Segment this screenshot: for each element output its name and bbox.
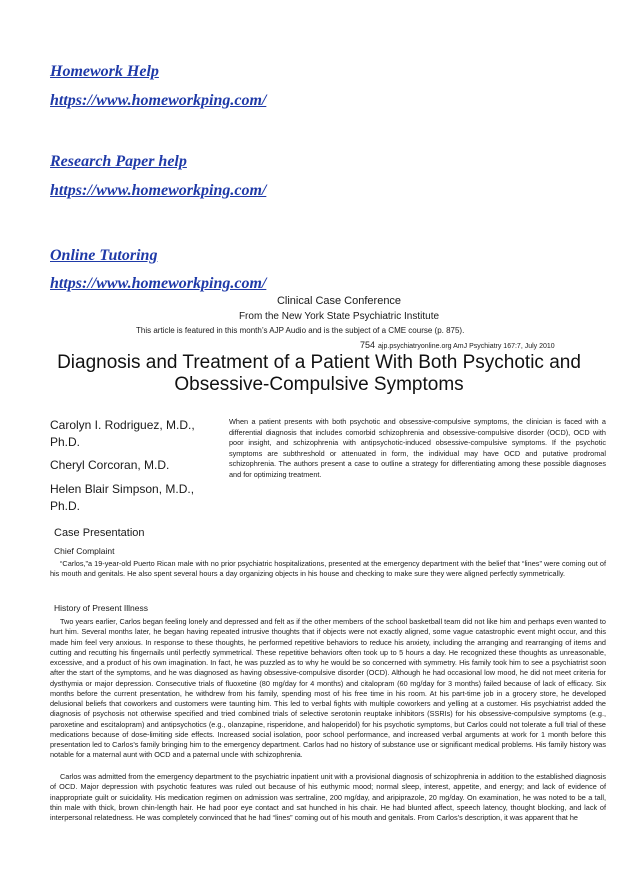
history-paragraph: Two years earlier, Carlos began feeling lonely and depressed and felt as if the other members of the school basketball team did not like him and perhaps even wanted to hurt him. Several months later, he began having repeated intrusive thoughts that if objects were not exactly aligned, some vague catastrophic event might occur, and this made him feel very anxious. In response to these thoughts, he performed repetitive behaviors to reduce his anxiety, including the arranging and rearranging of items and cutting and recutting his fingernails until perfectly symmetrical. These repetitive behaviors often took up to 5 hours a day. He recognized these thoughts as unreasonable, excessive, and a product of his own imagination. In fact, he was puzzled as to why he would be so concerned with symmetry. His family took him to see a psychiatrist soon after the start of the symptoms, and he was diagnosed as having obsessive-compulsive disorder (OCD). Although he had occasional low mood, he did not meet criteria for dysthymia or major depression. Consecutive trials of fluoxetine (80 mg/day for 4 months) and citalopram (60 mg/day for 3 months) failed because of lack of efficacy. Six months before the current presentation, he withdrew from his family, spending most of his free time in his room. At his part-time job in a grocery store, he developed delusional beliefs that coworkers and customers were taunting him. This led to verbal fights with multiple coworkers and yelling at a customer. His psychiatrist added the diagnosis of psychosis not otherwise specified and tried combined trials of selective serotonin reuptake inhibitors (SSRIs) for his obsessive-compulsive symptoms (e.g., paroxetine and escitalopram) and antipsychotics (e.g., olanzapine, risperidone, and haloperidol) for his psychotic symptoms, but Carlos could not tolerate a full trial of these medications because of dose-limiting side effects. Increased social isolation, poor school performance, and increased verbal arguments at work for 1 month before this presentation led to Carlos’s family bringing him to the emergency department. Carlos had no history of substance use or significant medical problems. His family history was notable for a maternal aunt with OCD and a paternal uncle with schizophrenia. bbox=[50, 617, 606, 760]
case-presentation-heading: Case Presentation bbox=[54, 527, 145, 539]
institute-line: From the New York State Psychiatric Institute bbox=[238, 311, 440, 322]
conference-heading: Clinical Case Conference bbox=[276, 295, 402, 307]
author-3: Helen Blair Simpson, M.D., Ph.D. bbox=[50, 482, 195, 513]
online-tutoring-url-link[interactable]: https://www.homeworkping.com/ bbox=[50, 275, 267, 292]
online-tutoring-link[interactable]: Online Tutoring bbox=[50, 247, 158, 264]
page-number: 754 bbox=[360, 340, 376, 350]
audio-note: This article is featured in this month’s AJP Audio and is the subject of a CME course (p. 875). bbox=[136, 326, 465, 335]
chief-complaint-heading: Chief Complaint bbox=[54, 546, 115, 556]
homework-help-link[interactable]: Homework Help bbox=[50, 63, 159, 80]
article-title: Diagnosis and Treatment of a Patient With Both Psychotic and Obsessive-Compulsive Symptoms bbox=[57, 352, 581, 395]
citation-line bbox=[360, 340, 555, 350]
abstract: When a patient presents with both psychotic and obsessive-compulsive symptoms, the clinician is faced with a differential diagnosis that includes comorbid schizophrenia and obsessive-compulsive disorder (OCD), OCD with poor insight, and schizophrenia with antipsychotic-induced obsessive-compulsive symptoms. If the psychotic symptoms are subthreshold or attenuated in form, the individual may have OCD and putative prodromal schizophrenia. The authors present a case to outline a strategy for differentiating among these possible diagnoses and for optimizing treatment. bbox=[229, 417, 606, 479]
homework-help-url-link[interactable]: https://www.homeworkping.com/ bbox=[50, 92, 267, 109]
chief-complaint-paragraph: “Carlos,”a 19-year-old Puerto Rican male with no prior psychiatric hospitalizations, presented at the emergency department with the belief that “lines” were coming out of his mouth and genitals. He also spent several hours a day organizing objects in his house and checking to make sure they were aligned perfectly symmetrically. bbox=[50, 559, 606, 579]
history-paragraph-2: Carlos was admitted from the emergency department to the psychiatric inpatient unit with a provisional diagnosis of schizophrenia in addition to the established diagnosis of OCD. Major depression with psychotic features was ruled out because of his euthymic mood; normal sleep, interest, appetite, and energy; and lack of evidence of inappropriate guilt or suicidality. His medication regimen on admission was sertraline, 200 mg/day, and aripiprazole, 20 mg/day. On examination, he was noted to be a tall, thin male with thick, brown chin-length hair. He had poor eye contact and sat hunched in his chair. He had blunted affect, speech latency, thought blocking, and lack of interpersonal relatedness. He was completely convinced that he had “lines” coming out of his mouth and genitals. From Carlos’s description, it was apparent that he bbox=[50, 772, 606, 822]
author-1: Carolyn I. Rodriguez, M.D., Ph.D. bbox=[50, 418, 195, 449]
research-paper-help-link[interactable]: Research Paper help bbox=[50, 153, 187, 170]
journal-citation: ajp.psychiatryonline.org AmJ Psychiatry 167:7, July 2010 bbox=[378, 343, 555, 350]
author-2: Cheryl Corcoran, M.D. bbox=[50, 458, 170, 472]
history-heading: History of Present Illness bbox=[54, 603, 149, 613]
research-paper-help-url-link[interactable]: https://www.homeworkping.com/ bbox=[50, 182, 267, 199]
